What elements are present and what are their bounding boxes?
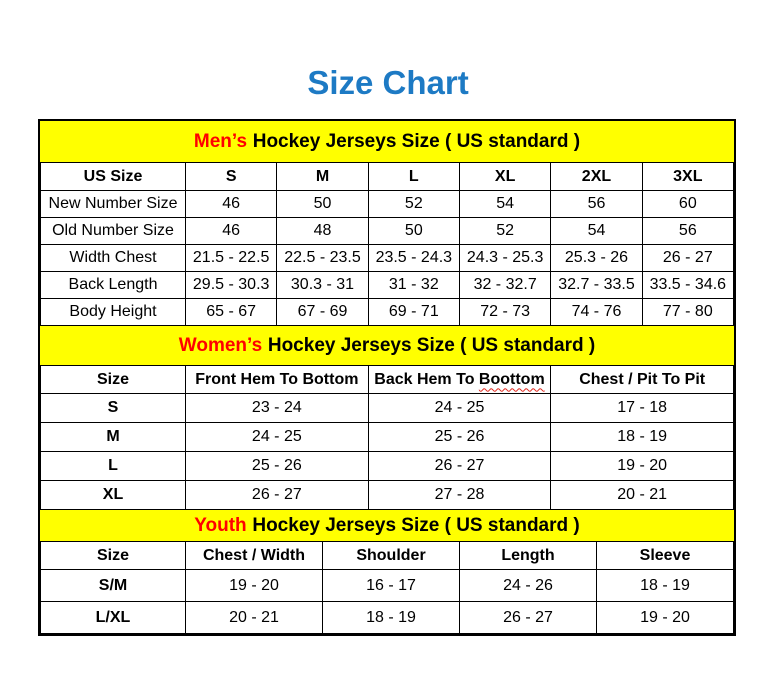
row-label: S/M (41, 570, 186, 602)
size-value-cell: 30.3 - 31 (277, 272, 368, 299)
womens-size-table (40, 365, 734, 510)
size-row (41, 245, 734, 272)
page-title: Size Chart (307, 64, 469, 101)
row-label: Width Chest (41, 245, 186, 272)
column-header: 2XL (551, 163, 642, 191)
column-header: Shoulder (323, 542, 460, 570)
column-header: US Size (41, 163, 186, 191)
youth-section-heading: Hockey Jerseys Size ( US standard ) (252, 514, 580, 536)
size-value-cell: 24 - 25 (186, 423, 369, 452)
size-value-cell: 54 (551, 218, 642, 245)
size-value-cell: 67 - 69 (277, 299, 368, 326)
womens-section-heading: Hockey Jerseys Size ( US standard ) (267, 334, 596, 356)
youth-size-table (40, 541, 734, 634)
row-label: S (41, 394, 186, 423)
size-row (41, 218, 734, 245)
column-header: Front Hem To Bottom (186, 366, 369, 394)
column-header: 3XL (642, 163, 733, 191)
row-label: Back Length (41, 272, 186, 299)
row-label: L (41, 452, 186, 481)
size-value-cell: 50 (277, 191, 368, 218)
size-value-cell: 17 - 18 (551, 394, 734, 423)
size-value-cell: 33.5 - 34.6 (642, 272, 733, 299)
mens-section-accent: Men’s (193, 130, 248, 152)
size-value-cell: 21.5 - 22.5 (186, 245, 277, 272)
column-header: Length (460, 542, 597, 570)
size-value-cell: 24 - 26 (460, 570, 597, 602)
size-value-cell: 56 (642, 218, 733, 245)
womens-section-accent: Women’s (178, 334, 263, 356)
youth-section-band (40, 510, 734, 541)
row-label: Body Height (41, 299, 186, 326)
size-row (41, 481, 734, 510)
size-value-cell: 22.5 - 23.5 (277, 245, 368, 272)
mens-size-table (40, 162, 734, 326)
size-value-cell: 69 - 71 (368, 299, 459, 326)
size-value-cell: 46 (186, 218, 277, 245)
size-row (41, 299, 734, 326)
womens-section-band (40, 326, 734, 365)
column-header: Size (41, 366, 186, 394)
column-header: S (186, 163, 277, 191)
size-value-cell: 72 - 73 (459, 299, 550, 326)
size-value-cell: 29.5 - 30.3 (186, 272, 277, 299)
size-value-cell: 52 (368, 191, 459, 218)
size-value-cell: 20 - 21 (551, 481, 734, 510)
size-value-cell: 56 (551, 191, 642, 218)
size-row (41, 191, 734, 218)
row-label: L/XL (41, 602, 186, 634)
size-value-cell: 20 - 21 (186, 602, 323, 634)
column-header: Sleeve (597, 542, 734, 570)
size-value-cell: 26 - 27 (642, 245, 733, 272)
size-value-cell: 25 - 26 (368, 423, 551, 452)
size-value-cell: 27 - 28 (368, 481, 551, 510)
column-header (368, 366, 551, 394)
size-value-cell: 25 - 26 (186, 452, 369, 481)
size-value-cell: 23.5 - 24.3 (368, 245, 459, 272)
size-value-cell: 19 - 20 (597, 602, 734, 634)
column-header-text: Back Hem To (374, 370, 479, 388)
column-header: Chest / Pit To Pit (551, 366, 734, 394)
size-value-cell: 32 - 32.7 (459, 272, 550, 299)
size-value-cell: 26 - 27 (460, 602, 597, 634)
size-value-cell: 52 (459, 218, 550, 245)
size-value-cell: 25.3 - 26 (551, 245, 642, 272)
size-row (41, 272, 734, 299)
size-value-cell: 48 (277, 218, 368, 245)
column-header: M (277, 163, 368, 191)
size-row (41, 570, 734, 602)
size-value-cell: 24.3 - 25.3 (459, 245, 550, 272)
row-label: Old Number Size (41, 218, 186, 245)
row-label: New Number Size (41, 191, 186, 218)
misspelled-word: Boottom (478, 370, 545, 388)
size-row (41, 394, 734, 423)
size-value-cell: 50 (368, 218, 459, 245)
size-value-cell: 19 - 20 (551, 452, 734, 481)
row-label: M (41, 423, 186, 452)
size-value-cell: 18 - 19 (597, 570, 734, 602)
size-value-cell: 18 - 19 (323, 602, 460, 634)
size-value-cell: 54 (459, 191, 550, 218)
size-row (41, 602, 734, 634)
size-value-cell: 23 - 24 (186, 394, 369, 423)
header-row (41, 163, 734, 191)
row-label: XL (41, 481, 186, 510)
size-value-cell: 26 - 27 (368, 452, 551, 481)
column-header: Chest / Width (186, 542, 323, 570)
size-value-cell: 24 - 25 (368, 394, 551, 423)
mens-section-heading: Hockey Jerseys Size ( US standard ) (252, 130, 581, 152)
size-row (41, 452, 734, 481)
size-value-cell: 26 - 27 (186, 481, 369, 510)
column-header: L (368, 163, 459, 191)
size-value-cell: 19 - 20 (186, 570, 323, 602)
column-header: XL (459, 163, 550, 191)
size-value-cell: 32.7 - 33.5 (551, 272, 642, 299)
size-value-cell: 31 - 32 (368, 272, 459, 299)
header-row (41, 542, 734, 570)
size-value-cell: 18 - 19 (551, 423, 734, 452)
mens-section-band (40, 121, 734, 162)
size-value-cell: 60 (642, 191, 733, 218)
youth-section-accent: Youth (194, 514, 247, 536)
size-value-cell: 74 - 76 (551, 299, 642, 326)
size-row (41, 423, 734, 452)
size-value-cell: 77 - 80 (642, 299, 733, 326)
header-row (41, 366, 734, 394)
size-value-cell: 46 (186, 191, 277, 218)
size-value-cell: 16 - 17 (323, 570, 460, 602)
size-value-cell: 65 - 67 (186, 299, 277, 326)
size-chart (38, 119, 736, 636)
column-header: Size (41, 542, 186, 570)
